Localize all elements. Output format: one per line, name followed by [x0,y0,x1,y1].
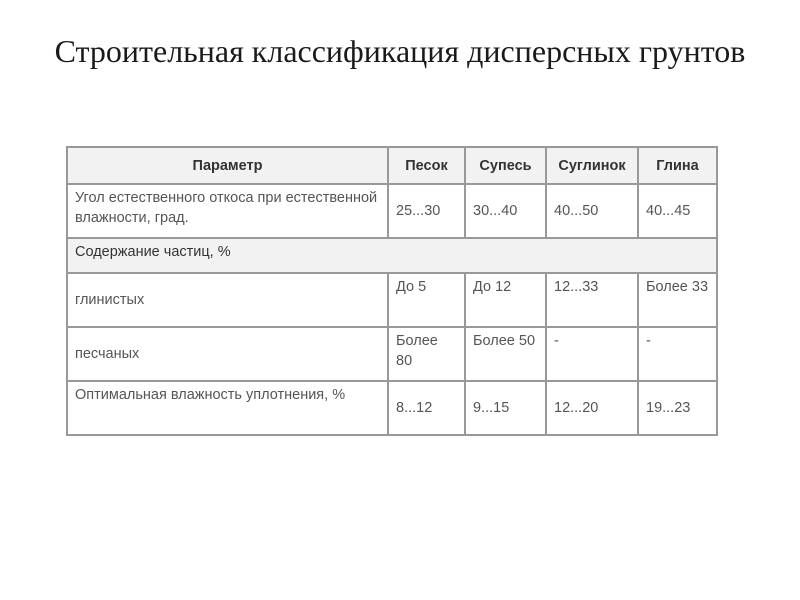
cell-sand-particles-sand: Более 80 [388,327,465,381]
cell-angle-clay: 40...45 [638,184,717,238]
cell-sand-particles-loam: - [546,327,638,381]
row-label-angle: Угол естественного откоса при естественной влажности, град. [67,184,388,238]
cell-clay-particles-sandy-loam: До 12 [465,273,546,327]
cell-angle-sandy-loam: 30...40 [465,184,546,238]
cell-angle-loam: 40...50 [546,184,638,238]
slide-title: Строительная классификация дисперсных грунтов [54,33,746,69]
table-row [67,381,717,435]
row-label-sand-particles: песчаных [67,327,388,381]
table-header-row [67,147,717,184]
cell-clay-particles-sand: До 5 [388,273,465,327]
cell-sand-particles-sandy-loam: Более 50 [465,327,546,381]
table-row [67,273,717,327]
cell-moisture-sandy-loam: 9...15 [465,381,546,435]
header-loam: Суглинок [546,147,638,184]
row-label-clay-particles: глинистых [67,273,388,327]
section-label-particle-content: Содержание частиц, % [67,238,717,273]
cell-clay-particles-clay: Более 33 [638,273,717,327]
soil-classification-table [66,146,718,436]
cell-moisture-clay: 19...23 [638,381,717,435]
row-label-optimal-moisture: Оптимальная влажность уплотнения, % [67,381,388,435]
cell-moisture-sand: 8...12 [388,381,465,435]
cell-moisture-loam: 12...20 [546,381,638,435]
cell-clay-particles-loam: 12...33 [546,273,638,327]
header-clay: Глина [638,147,717,184]
table-row [67,327,717,381]
table-row [67,184,717,238]
cell-sand-particles-clay: - [638,327,717,381]
cell-angle-sand: 25...30 [388,184,465,238]
header-parameter: Параметр [67,147,388,184]
header-sandy-loam: Супесь [465,147,546,184]
section-header-row [67,238,717,273]
header-sand: Песок [388,147,465,184]
